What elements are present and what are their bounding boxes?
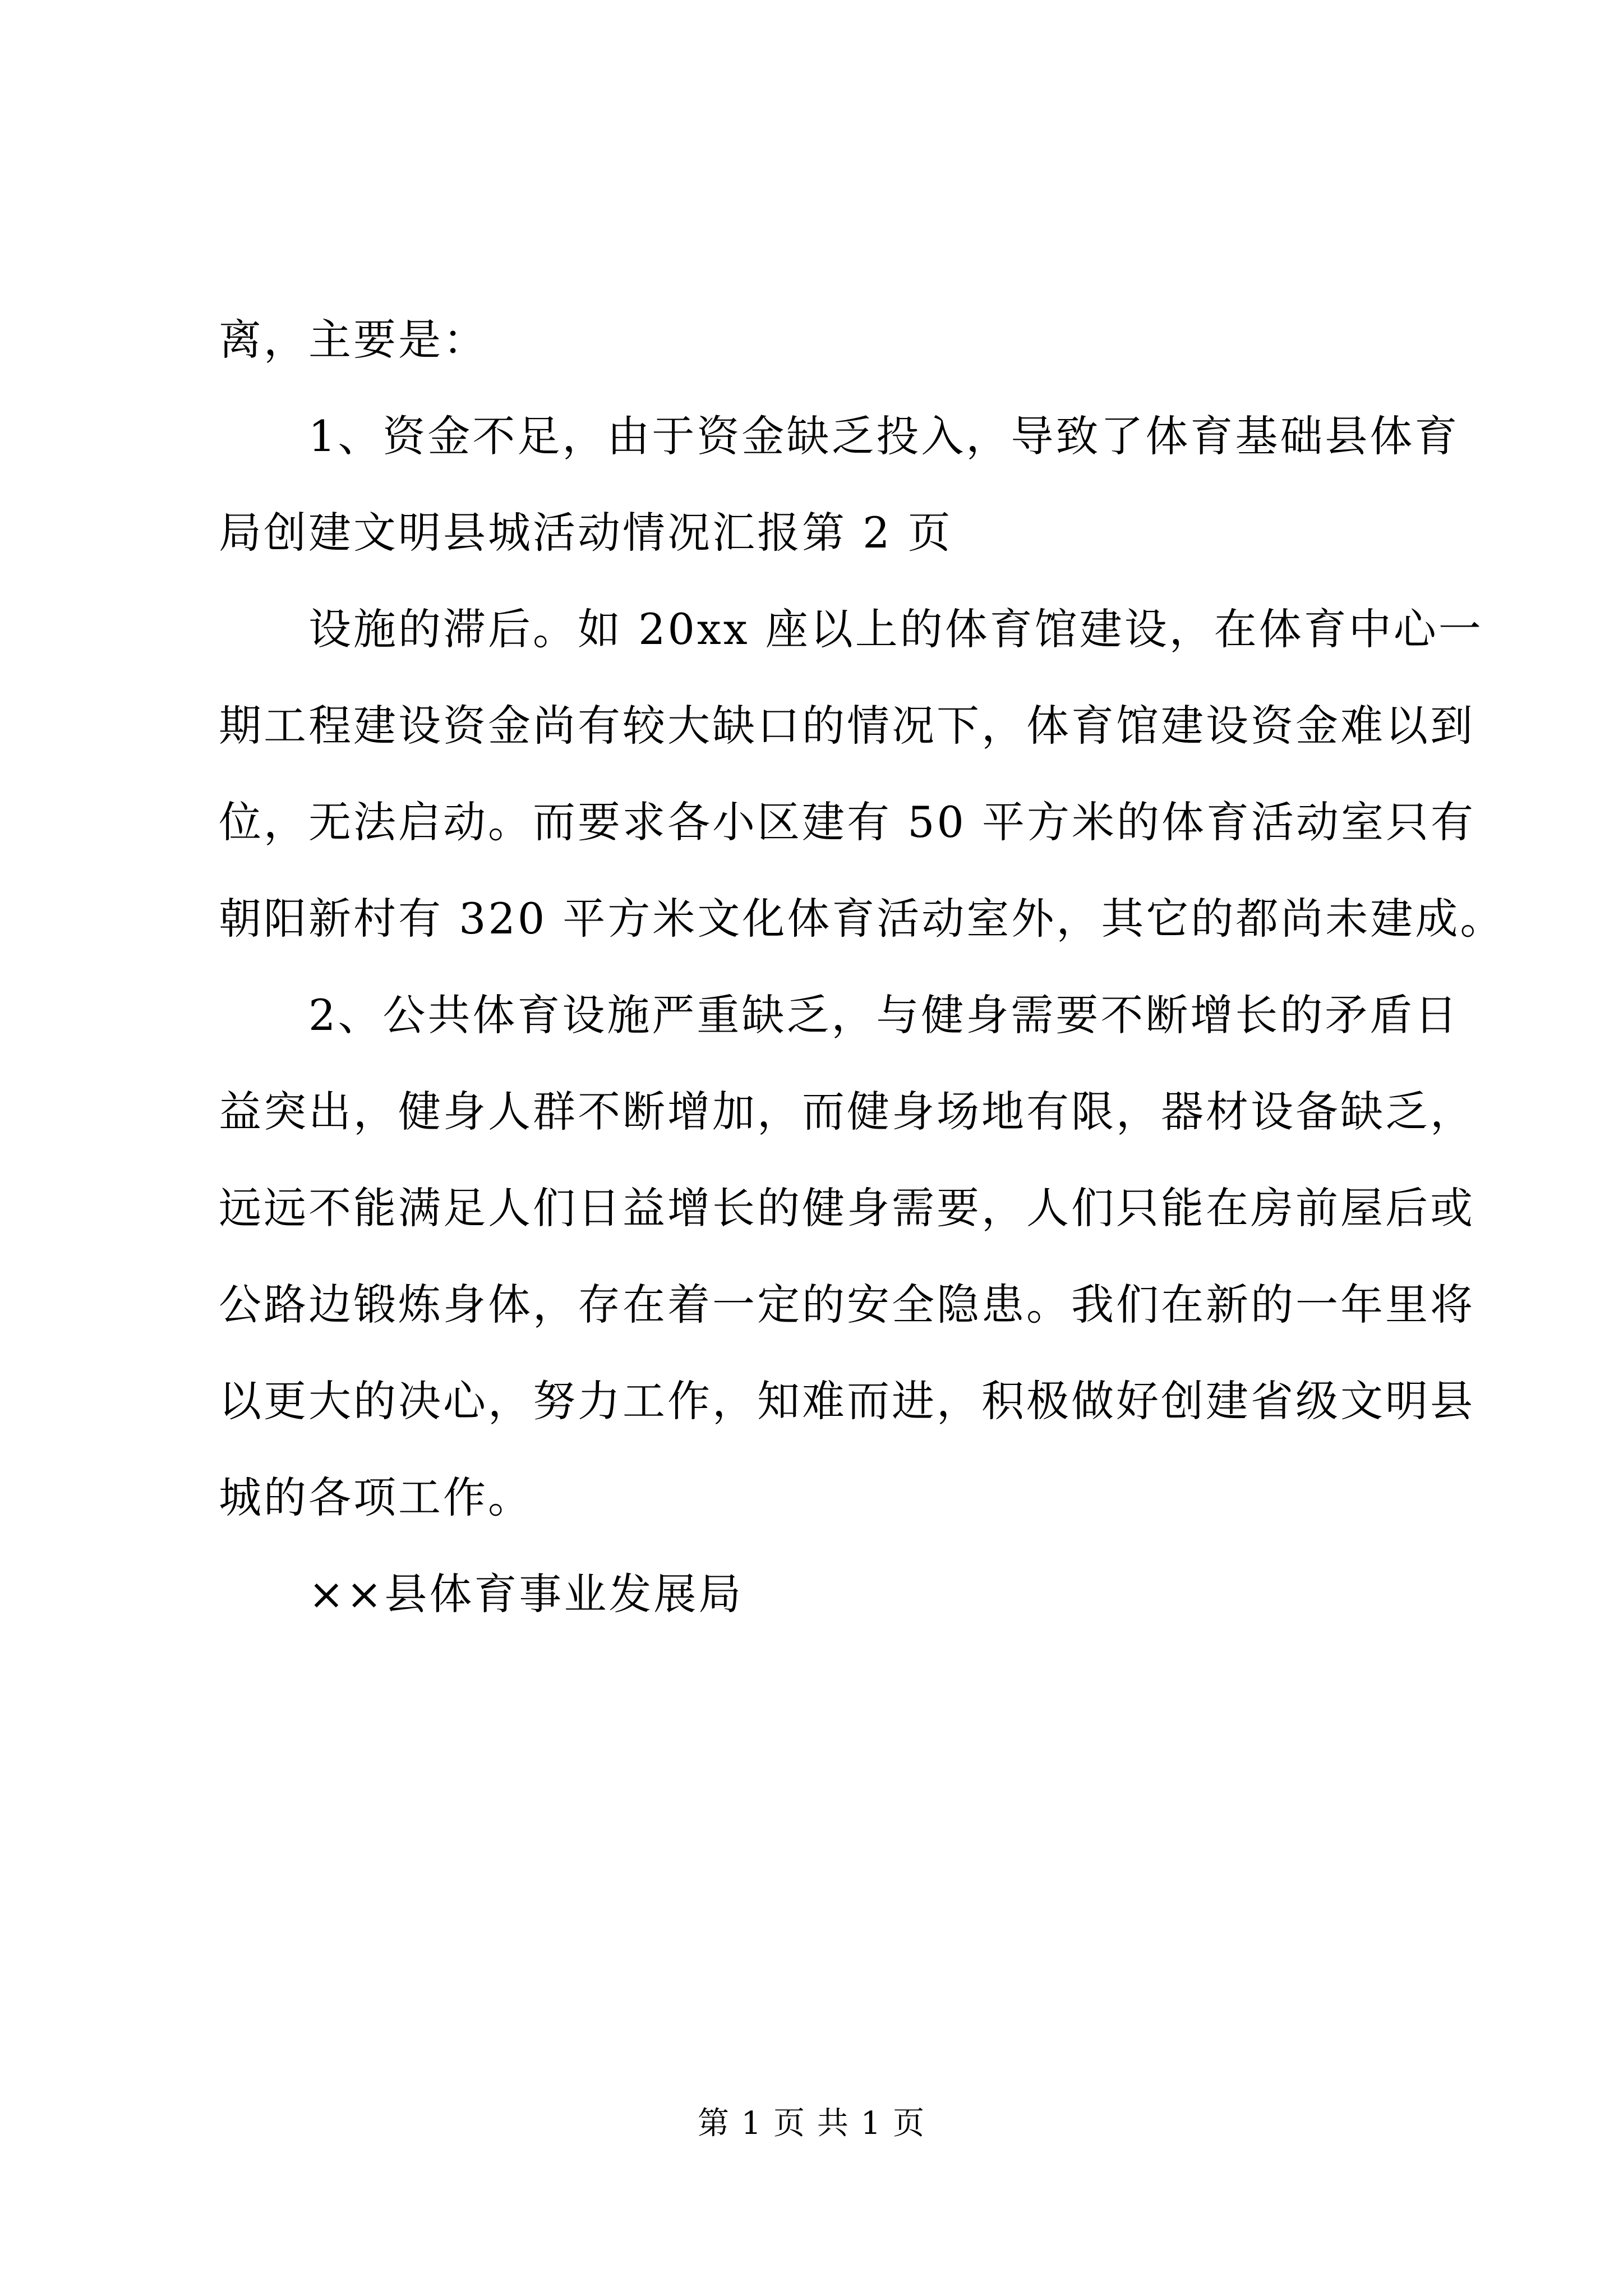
document-body (219, 292, 1505, 1642)
text-line: 局创建文明县城活动情况汇报第 2 页 (219, 508, 953, 558)
text-line: 位，无法启动。而要求各小区建有 50 平方米的体育活动室只有 (219, 797, 1476, 847)
signature-line: ××县体育事业发展局 (308, 1569, 744, 1619)
text-line: 设施的滞后。如 20xx 座以上的体育馆建设，在体育中心一 (308, 604, 1483, 654)
text-line: 远远不能满足人们日益增长的健身需要，人们只能在房前屋后或 (219, 1183, 1475, 1233)
text-line: 城的各项工作。 (219, 1473, 533, 1522)
text-line: 益突出，健身人群不断增加，而健身场地有限，器材设备缺乏， (219, 1087, 1475, 1137)
text-line: 朝阳新村有 320 平方米文化体育活动室外，其它的都尚未建成。 (219, 894, 1505, 944)
text-line: 离，主要是： (219, 315, 488, 365)
text-line: 以更大的决心，努力工作，知难而进，积极做好创建省级文明县 (219, 1376, 1475, 1426)
page-footer: 第 1 页 共 1 页 (697, 2105, 926, 2142)
text-line: 期工程建设资金尚有较大缺口的情况下，体育馆建设资金难以到 (219, 701, 1475, 751)
text-line: 2、公共体育设施严重缺乏，与健身需要不断增长的矛盾日 (308, 990, 1460, 1040)
text-line: 公路边锻炼身体，存在着一定的安全隐患。我们在新的一年里将 (219, 1280, 1475, 1329)
text-line: 1、资金不足，由于资金缺乏投入，导致了体育基础县体育 (308, 411, 1460, 461)
